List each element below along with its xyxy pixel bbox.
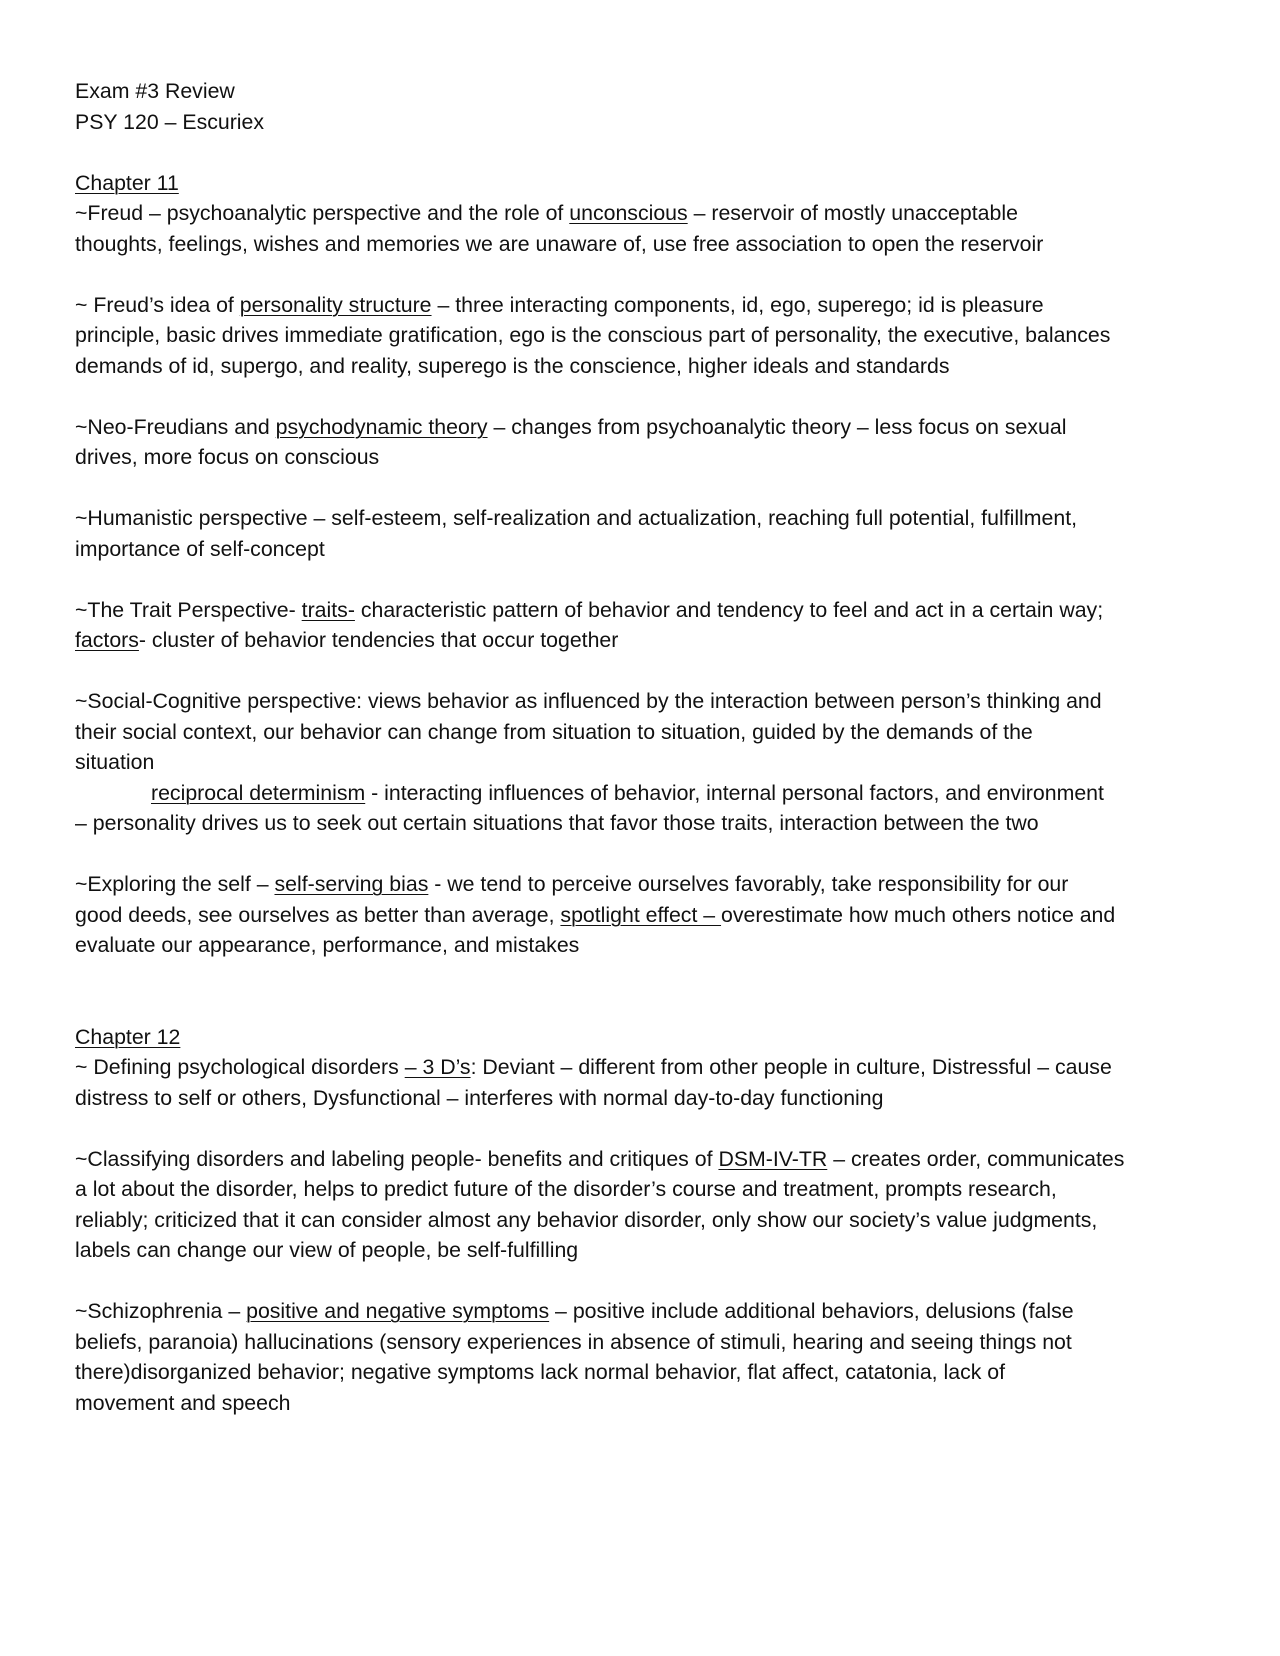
paragraph-line: movement and speech: [75, 1390, 291, 1415]
key-term: – 3 D’s: [404, 1055, 471, 1079]
paragraph-line: demands of id, supergo, and reality, superego is the conscience, higher ideals and standards: [75, 353, 950, 378]
paragraph-line: good deeds, see ourselves as better than average, spotlight effect – overestimate how much others notice and: [75, 902, 1116, 927]
key-term: DSM-IV-TR: [718, 1146, 828, 1171]
paragraph-line: situation: [75, 750, 155, 774]
course-name: PSY 120 – Escuriex: [75, 109, 265, 134]
paragraph-line: ~The Trait Perspective- traits- characteristic pattern of behavior and tendency to feel and act in a certain way;: [75, 597, 1104, 622]
key-term: positive and negative symptoms: [246, 1299, 550, 1323]
section-trait: [75, 595, 1215, 656]
paragraph-line: reciprocal determinism - interacting influences of behavior, internal personal factors, and environment: [151, 780, 1104, 805]
paragraph-line: ~ Freud’s idea of personality structure – three interacting components, id, ego, superego; id is pleasure: [75, 292, 1044, 317]
paragraph-line: a lot about the disorder, helps to predict future of the disorder’s course and treatment, prompts research,: [75, 1177, 1057, 1201]
paragraph-line: evaluate our appearance, performance, and mistakes: [75, 933, 580, 957]
paragraph-line: ~Humanistic perspective – self-esteem, self-realization and actualization, reaching full potential, fulfillment,: [75, 506, 1078, 530]
paragraph-line: ~Freud – psychoanalytic perspective and the role of unconscious – reservoir of mostly unacceptable: [75, 201, 1018, 225]
chapter-heading: Chapter 11: [75, 170, 179, 195]
paragraph-line: distress to self or others, Dysfunctional – interferes with normal day-to-day functioning: [75, 1085, 884, 1110]
chapter-heading: Chapter 12: [75, 1024, 181, 1049]
key-term: unconscious: [569, 201, 688, 225]
section-classifying-disorders: [75, 1144, 1215, 1266]
key-term: spotlight effect –: [560, 902, 722, 927]
paragraph-line: ~Classifying disorders and labeling people- benefits and critiques of DSM-IV-TR – creates order, communicates: [75, 1146, 1125, 1171]
section-freud-unconscious: [75, 168, 1215, 260]
paragraph-line: ~Exploring the self – self-serving bias - we tend to perceive ourselves favorably, take responsibility for our: [75, 872, 1069, 896]
paragraph-line: ~Schizophrenia – positive and negative symptoms – positive include additional behaviors, delusions (false: [75, 1299, 1074, 1323]
section-defining-disorders: [75, 1022, 1215, 1114]
paragraph-line: reliably; criticized that it can consider almost any behavior disorder, only show our society’s value judgments,: [75, 1207, 1098, 1232]
paragraph-line: importance of self-concept: [75, 536, 325, 561]
document-title: Exam #3 Review: [75, 79, 235, 103]
section-social-cognitive: [75, 686, 1215, 839]
key-term: reciprocal determinism: [151, 780, 366, 805]
paragraph-line: their social context, our behavior can change from situation to situation, guided by the demands of the: [75, 719, 1033, 744]
paragraph-line: ~ Defining psychological disorders – 3 D’s: Deviant – different from other people in culture, Distressful – cause: [75, 1055, 1112, 1079]
paragraph-line: ~Neo-Freudians and psychodynamic theory – changes from psychoanalytic theory – less focus on sexual: [75, 414, 1067, 439]
key-term: self-serving bias: [274, 872, 429, 896]
key-term: factors: [75, 628, 139, 652]
key-term: psychodynamic theory: [275, 414, 488, 439]
key-term: personality structure: [239, 292, 432, 317]
paragraph-line: labels can change our view of people, be self-fulfilling: [75, 1238, 579, 1262]
document-header: [75, 76, 1215, 137]
spacer: [75, 991, 1215, 1022]
section-exploring-self: [75, 869, 1215, 961]
section-personality-structure: [75, 290, 1215, 382]
section-humanistic: [75, 503, 1215, 564]
paragraph-line: there)disorganized behavior; negative symptoms lack normal behavior, flat affect, catatonia, lack of: [75, 1360, 1006, 1384]
paragraph-line: drives, more focus on conscious: [75, 445, 380, 469]
paragraph-line: – personality drives us to seek out certain situations that favor those traits, interaction between the two: [75, 811, 1039, 835]
paragraph-line: factors- cluster of behavior tendencies that occur together: [75, 628, 619, 652]
section-schizophrenia: [75, 1296, 1215, 1418]
paragraph-line: beliefs, paranoia) hallucinations (sensory experiences in absence of stimuli, hearing and seeing things not: [75, 1329, 1072, 1354]
paragraph-line: principle, basic drives immediate gratification, ego is the conscious part of personality, the executive, balances: [75, 323, 1111, 347]
section-neo-freudians: [75, 412, 1215, 473]
document-page: [75, 76, 1215, 1449]
key-term: traits-: [301, 597, 355, 622]
paragraph-line: ~Social-Cognitive perspective: views behavior as influenced by the interaction between person’s thinking and: [75, 689, 1102, 713]
paragraph-line: thoughts, feelings, wishes and memories we are unaware of, use free association to open the reservoir: [75, 231, 1044, 256]
